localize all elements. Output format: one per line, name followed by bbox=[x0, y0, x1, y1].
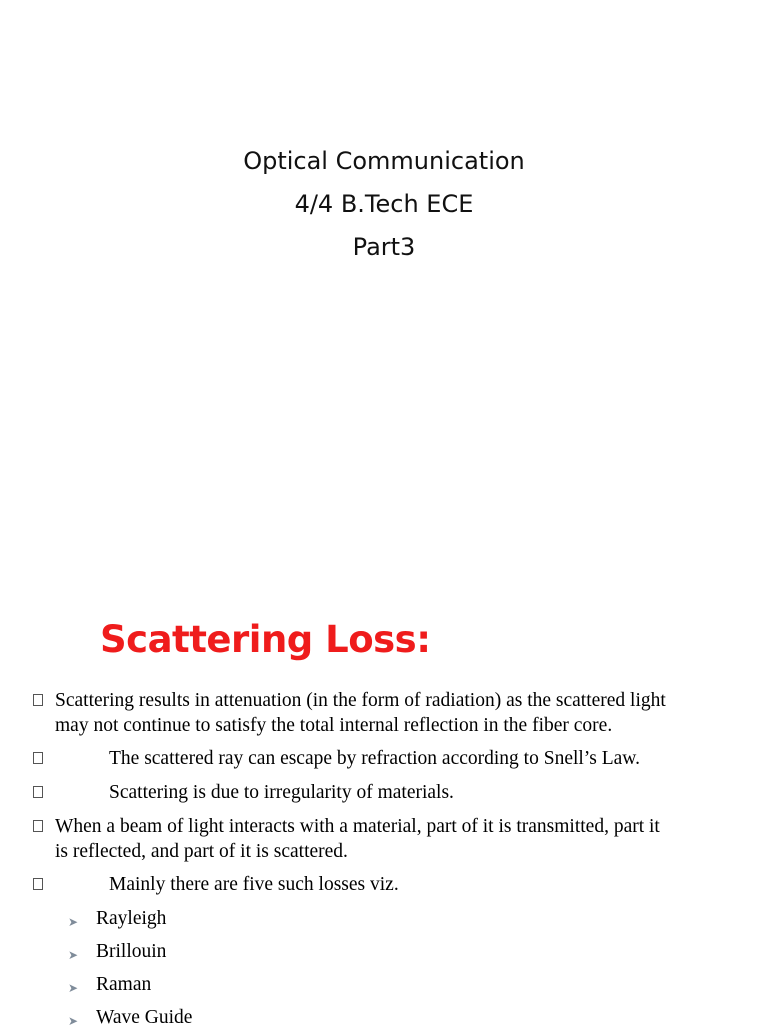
bullet-line: is reflected, and part of it is scattered. bbox=[55, 841, 348, 862]
cover-title: Optical Communication bbox=[243, 147, 525, 175]
cover-title-block bbox=[0, 140, 768, 269]
box-icon bbox=[33, 752, 43, 764]
sub-item-label: Rayleigh bbox=[96, 908, 167, 929]
sub-item-label: Raman bbox=[96, 974, 152, 995]
bullet-text: Mainly there are five such losses viz. bbox=[109, 874, 399, 895]
cover-course: 4/4 B.Tech ECE bbox=[294, 190, 474, 218]
cover-part: Part3 bbox=[352, 233, 416, 261]
arrow-bullet-icon: ➤ bbox=[68, 1014, 79, 1028]
arrow-bullet-icon: ➤ bbox=[68, 981, 79, 995]
slide-heading: Scattering Loss: bbox=[100, 618, 431, 661]
box-icon bbox=[33, 878, 43, 890]
bullet-text bbox=[55, 814, 755, 864]
box-icon bbox=[33, 786, 43, 798]
bullet-text: The scattered ray can escape by refraction according to Snell’s Law. bbox=[109, 748, 640, 769]
box-icon bbox=[33, 820, 43, 832]
bullet-line: When a beam of light interacts with a material, part of it is transmitted, part it bbox=[55, 816, 660, 837]
arrow-bullet-icon: ➤ bbox=[68, 915, 79, 929]
box-icon bbox=[33, 694, 43, 706]
bullet-text: Scattering is due to irregularity of materials. bbox=[109, 782, 454, 803]
bullet-line: Scattering results in attenuation (in the form of radiation) as the scattered light bbox=[55, 690, 666, 711]
bullet-text bbox=[55, 688, 755, 738]
bullet-line: may not continue to satisfy the total internal reflection in the fiber core. bbox=[55, 715, 613, 736]
sub-item-label: Wave Guide bbox=[96, 1007, 193, 1028]
sub-item-label: Brillouin bbox=[96, 941, 167, 962]
arrow-bullet-icon: ➤ bbox=[68, 948, 79, 962]
